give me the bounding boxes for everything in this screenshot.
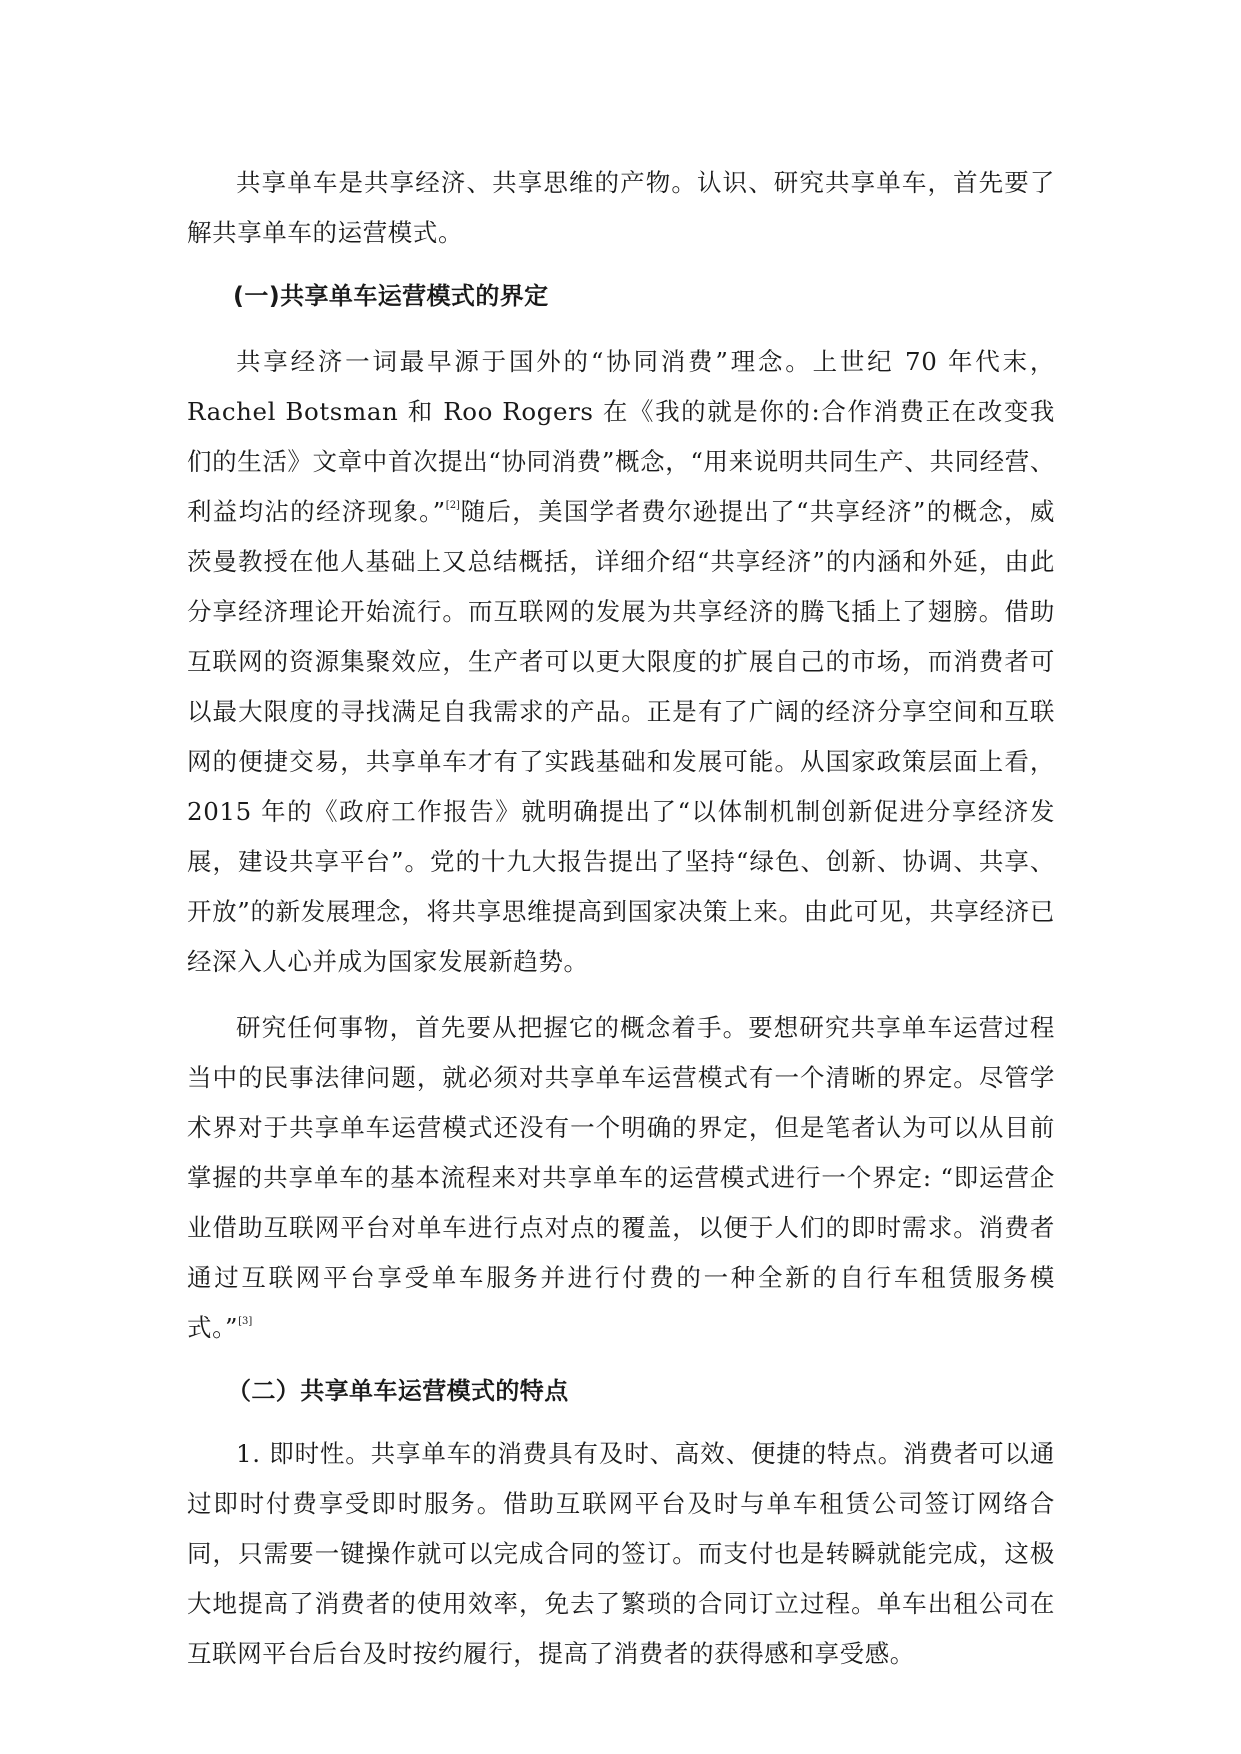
spacer	[187, 1416, 1055, 1429]
document-page	[187, 158, 1055, 1679]
spacer	[187, 321, 1055, 337]
paragraph-text: 共享经济一词最早源于国外的“协同消费”理念。上世纪 70 年代末，Rachel Botsman 和 Roo Rogers 在《我的就是你的:合作消费正在改变我们的生活》文章中首次提出“协同消费”概念，“用来说明共同生产、共同经营、利益均沾的经济现象。”	[187, 347, 1055, 526]
spacer	[187, 258, 1055, 271]
paragraph-text: 研究任何事物，首先要从把握它的概念着手。要想研究共享单车运营过程当中的民事法律问题，就必须对共享单车运营模式有一个清晰的界定。尽管学术界对于共享单车运营模式还没有一个明确的界定，但是笔者认为可以从目前掌握的共享单车的基本流程来对共享单车的运营模式进行一个界定: “即运营企业借助互联网平台对单车进行点对点的覆盖，以便于人们的即时需求。消费者通过互联网平台享受单车服务并进行付费的一种全新的自行车租赁服务模式。”	[187, 1013, 1055, 1342]
paragraph-immediacy: 1. 即时性。共享单车的消费具有及时、高效、便捷的特点。消费者可以通过即时付费享受即时服务。借助互联网平台及时与单车租赁公司签订网络合同，只需要一键操作就可以完成合同的签订。而支付也是转瞬就能完成，这极大地提高了消费者的使用效率，免去了繁琐的合同订立过程。单车出租公司在互联网平台后台及时按约履行，提高了消费者的获得感和享受感。	[187, 1439, 1055, 1668]
section-heading-definition: (一)共享单车运营模式的界定	[233, 282, 549, 310]
paragraph-operating-model-definition	[187, 1003, 1055, 1353]
intro-paragraph: 共享单车是共享经济、共享思维的产物。认识、研究共享单车，首先要了解共享单车的运营模式。	[187, 168, 1055, 247]
spacer	[187, 987, 1055, 1003]
paragraph-sharing-economy-origin	[187, 337, 1055, 987]
citation-marker: [3]	[238, 1316, 253, 1327]
spacer	[187, 1353, 1055, 1366]
citation-marker: [2]	[445, 500, 460, 511]
section-heading-characteristics: （二）共享单车运营模式的特点	[227, 1377, 569, 1405]
paragraph-text: 随后，美国学者费尔逊提出了“共享经济”的概念，威茨曼教授在他人基础上又总结概括，详细介绍“共享经济”的内涵和外延，由此分享经济理论开始流行。而互联网的发展为共享经济的腾飞插上了翅膀。借助互联网的资源集聚效应，生产者可以更大限度的扩展自己的市场，而消费者可以最大限度的寻找满足自我需求的产品。正是有了广阔的经济分享空间和互联网的便捷交易，共享单车才有了实践基础和发展可能。从国家政策层面上看，2015 年的《政府工作报告》就明确提出了“以体制机制创新促进分享经济发展，建设共享平台”。党的十九大报告提出了坚持“绿色、创新、协调、共享、开放”的新发展理念，将共享思维提高到国家决策上来。由此可见，共享经济已经深入人心并成为国家发展新趋势。	[187, 497, 1056, 976]
